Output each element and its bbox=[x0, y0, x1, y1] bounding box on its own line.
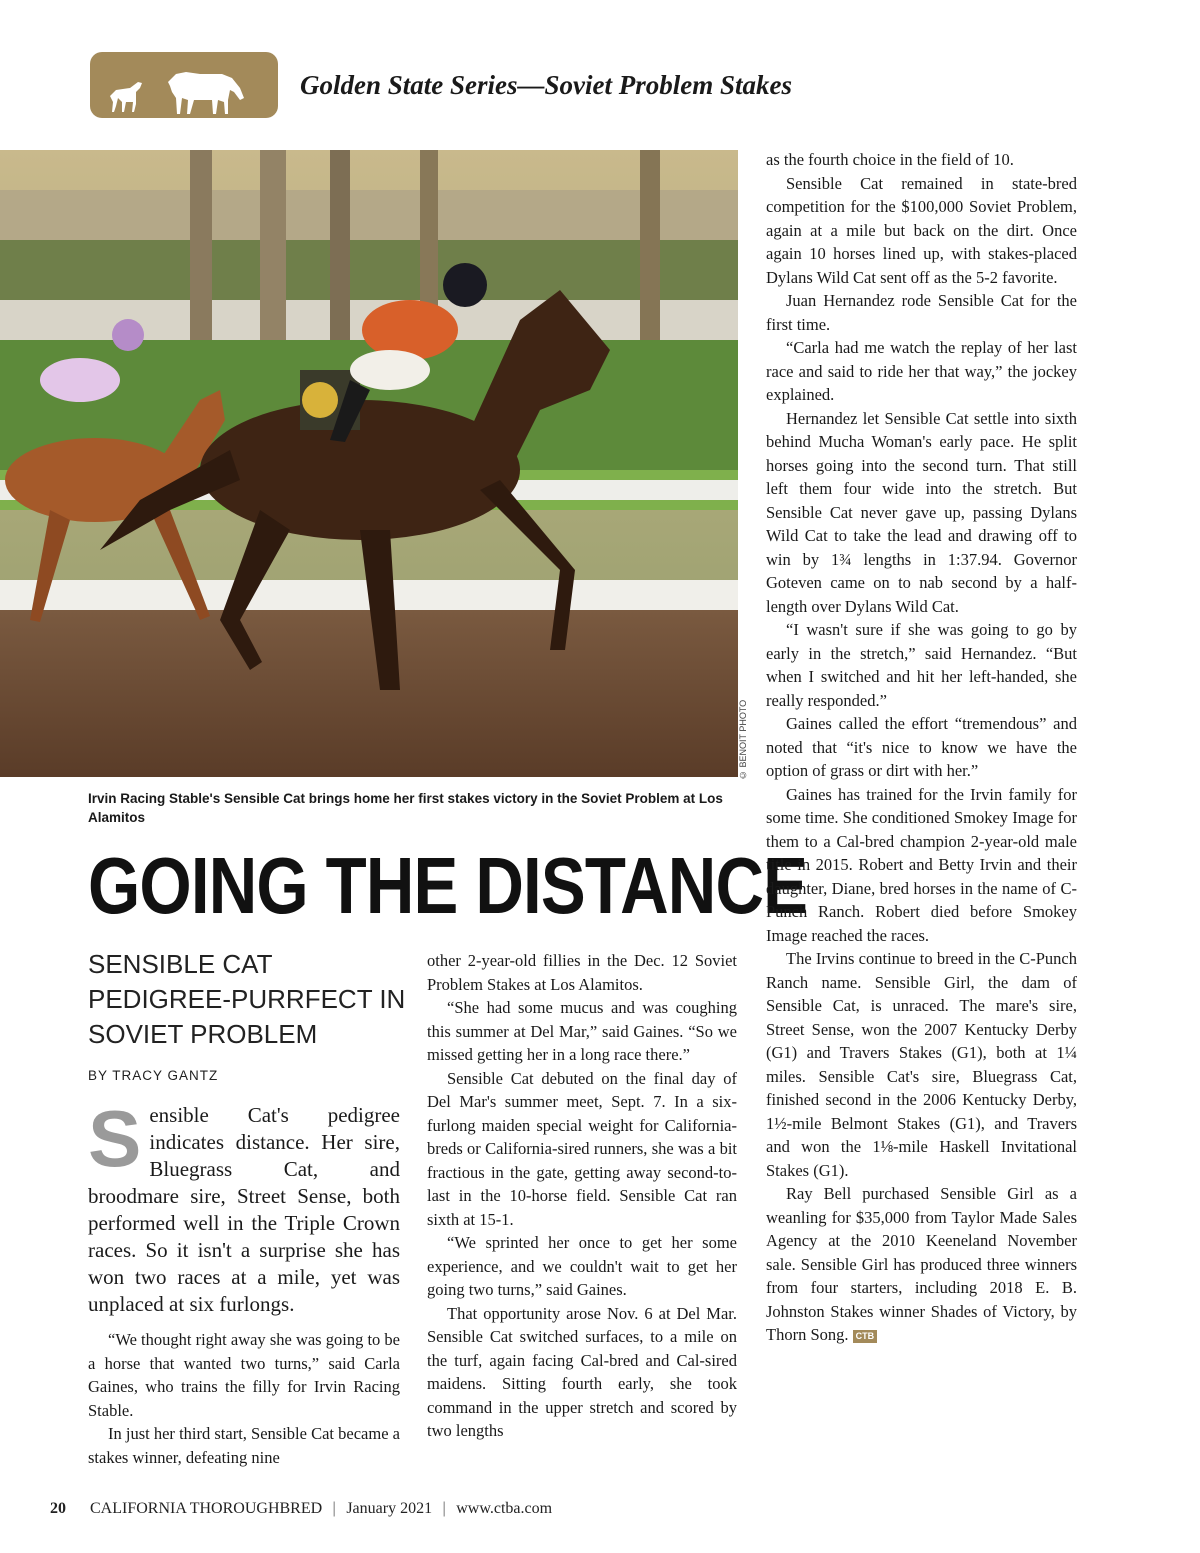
last-paragraph-text: Ray Bell purchased Sensible Girl as a weanling for $35,000 from Taylor Made Sales Agency at the 2010 Keeneland November sale. Sensible Girl has produced three winners from four starters, including 2018 E. B. Johnston Stakes winner Shades of Victory, by Thorn Song. bbox=[766, 1184, 1077, 1344]
race-photo-image bbox=[0, 150, 738, 777]
race-photo bbox=[0, 150, 738, 777]
body-paragraph: “Carla had me watch the replay of her last race and said to ride her that way,” the jockey explained. bbox=[766, 338, 1077, 404]
body-paragraph: other 2-year-old fillies in the Dec. 12 Soviet Problem Stakes at Los Alamitos. bbox=[427, 951, 737, 994]
header-logo bbox=[90, 52, 278, 118]
body-paragraph: “We sprinted her once to get her some experience, and we couldn't wait to get her going two turns,” said Gaines. bbox=[427, 1233, 737, 1299]
body-paragraph: Gaines called the effort “tremendous” and noted that “it's nice to know we have the option of grass or dirt with her.” bbox=[766, 714, 1077, 780]
last-paragraph bbox=[766, 1182, 1077, 1347]
body-paragraph: The Irvins continue to breed in the C-Punch Ranch name. Sensible Girl, the dam of Sensible Cat, is unraced. The mare's sire, Street Sense, won the 2007 Kentucky Derby (G1) and Travers Stakes (G1), both at 1¼ miles. Sensible Cat's sire, Bluegrass Cat, finished second in the 2006 Kentucky Derby, 1½-mile Belmont Stakes (G1), and Travers and won the 1⅛-mile Haskell Invitational Stakes (G1). bbox=[766, 949, 1077, 1180]
headline: GOING THE DISTANCE bbox=[88, 841, 808, 930]
body-paragraph: Juan Hernandez rode Sensible Cat for the first time. bbox=[766, 291, 1077, 334]
body-paragraph: Hernandez let Sensible Cat settle into sixth behind Mucha Woman's early pace. He split horses going into the second turn. That still left them four wide into the stretch. But Sensible Cat never gave up, passing Dylans Wild Cat to take the lead and drawing off to win by 1¾ lengths in 1:37.94. Governor Goteven came on to nab second by a half-length over Dylans Wild Cat. bbox=[766, 408, 1077, 616]
lead-paragraph bbox=[88, 1094, 400, 1318]
publication-name: CALIFORNIA THOROUGHBRED bbox=[90, 1500, 323, 1517]
website-link[interactable]: www.ctba.com bbox=[456, 1500, 553, 1517]
body-paragraph: “She had some mucus and was coughing this summer at Del Mar,” said Gaines. “So we missed getting her in a long race there.” bbox=[427, 998, 737, 1064]
footer-separator: | bbox=[332, 1500, 337, 1517]
body-paragraph: “We thought right away she was going to be a horse that wanted two turns,” said Carla Gaines, who trains the filly for Irvin Racing Stable. bbox=[88, 1330, 400, 1420]
horse-silhouettes-icon bbox=[90, 52, 278, 118]
body-paragraph: Sensible Cat debuted on the final day of Del Mar's summer meet, Sept. 7. In a six-furlong maiden special weight for California-breds or California-sired runners, she was a bit fractious in the gate, getting away second-to-last in the 10-horse field. Sensible Cat ran sixth at 15-1. bbox=[427, 1068, 737, 1229]
deck: SENSIBLE CAT PEDIGREE-PURRFECT IN SOVIET PROBLEM bbox=[88, 949, 406, 1049]
end-mark-badge: CTB bbox=[853, 1330, 878, 1343]
article-column-3 bbox=[766, 148, 1077, 1347]
lead-text: ensible Cat's pedigree indicates distance. Her sire, Bluegrass Cat, and broodmare sire, Street Sense, both performed well in the Triple Crown races. So it isn't a surprise she has won two races at a mile, yet was unplaced at six furlongs. bbox=[88, 1103, 400, 1316]
body-paragraph: Gaines has trained for the Irvin family for some time. She conditioned Smokey Image for them to a Cal-bred champion 2-year-old male title in 2015. Robert and Betty Irvin and their daughter, Diane, bred horses in the name of C-Punch Ranch. Robert died before Smokey Image reached the races. bbox=[766, 784, 1077, 945]
body-paragraph: In just her third start, Sensible Cat became a stakes winner, defeating nine bbox=[88, 1424, 400, 1467]
page-number: 20 bbox=[50, 1500, 66, 1517]
photo-caption: Irvin Racing Stable's Sensible Cat brings home her first stakes victory in the Soviet Problem at Los Alamitos bbox=[88, 791, 723, 825]
body-paragraph: “I wasn't sure if she was going to go by early in the stretch,” said Hernandez. “But when I switched and hit her left-handed, she really responded.” bbox=[766, 620, 1077, 710]
body-paragraph: That opportunity arose Nov. 6 at Del Mar. Sensible Cat switched surfaces, to a mile on the turf, again facing Cal-bred and Cal-sired maidens. Sitting fourth early, she took command in the upper stretch and scored by two lengths bbox=[427, 1303, 737, 1440]
article-column-2 bbox=[427, 949, 737, 1443]
body-paragraph: as the fourth choice in the field of 10. bbox=[766, 150, 1014, 169]
page-footer bbox=[50, 1500, 750, 1518]
article-column-1 bbox=[88, 1094, 400, 1469]
byline: BY TRACY GANTZ bbox=[88, 1068, 219, 1083]
photo-credit: © BENOIT PHOTO bbox=[738, 699, 748, 780]
dropcap: S bbox=[88, 1094, 142, 1183]
body-paragraph: Sensible Cat remained in state-bred competition for the $100,000 Soviet Problem, again at a mile but back on the dirt. Once again 10 horses lined up, with stakes-placed Dylans Wild Cat sent off as the 5-2 favorite. bbox=[766, 173, 1077, 287]
footer-separator: | bbox=[442, 1500, 447, 1517]
issue-date: January 2021 bbox=[346, 1500, 433, 1517]
series-title: Golden State Series—Soviet Problem Stakes bbox=[300, 70, 792, 100]
